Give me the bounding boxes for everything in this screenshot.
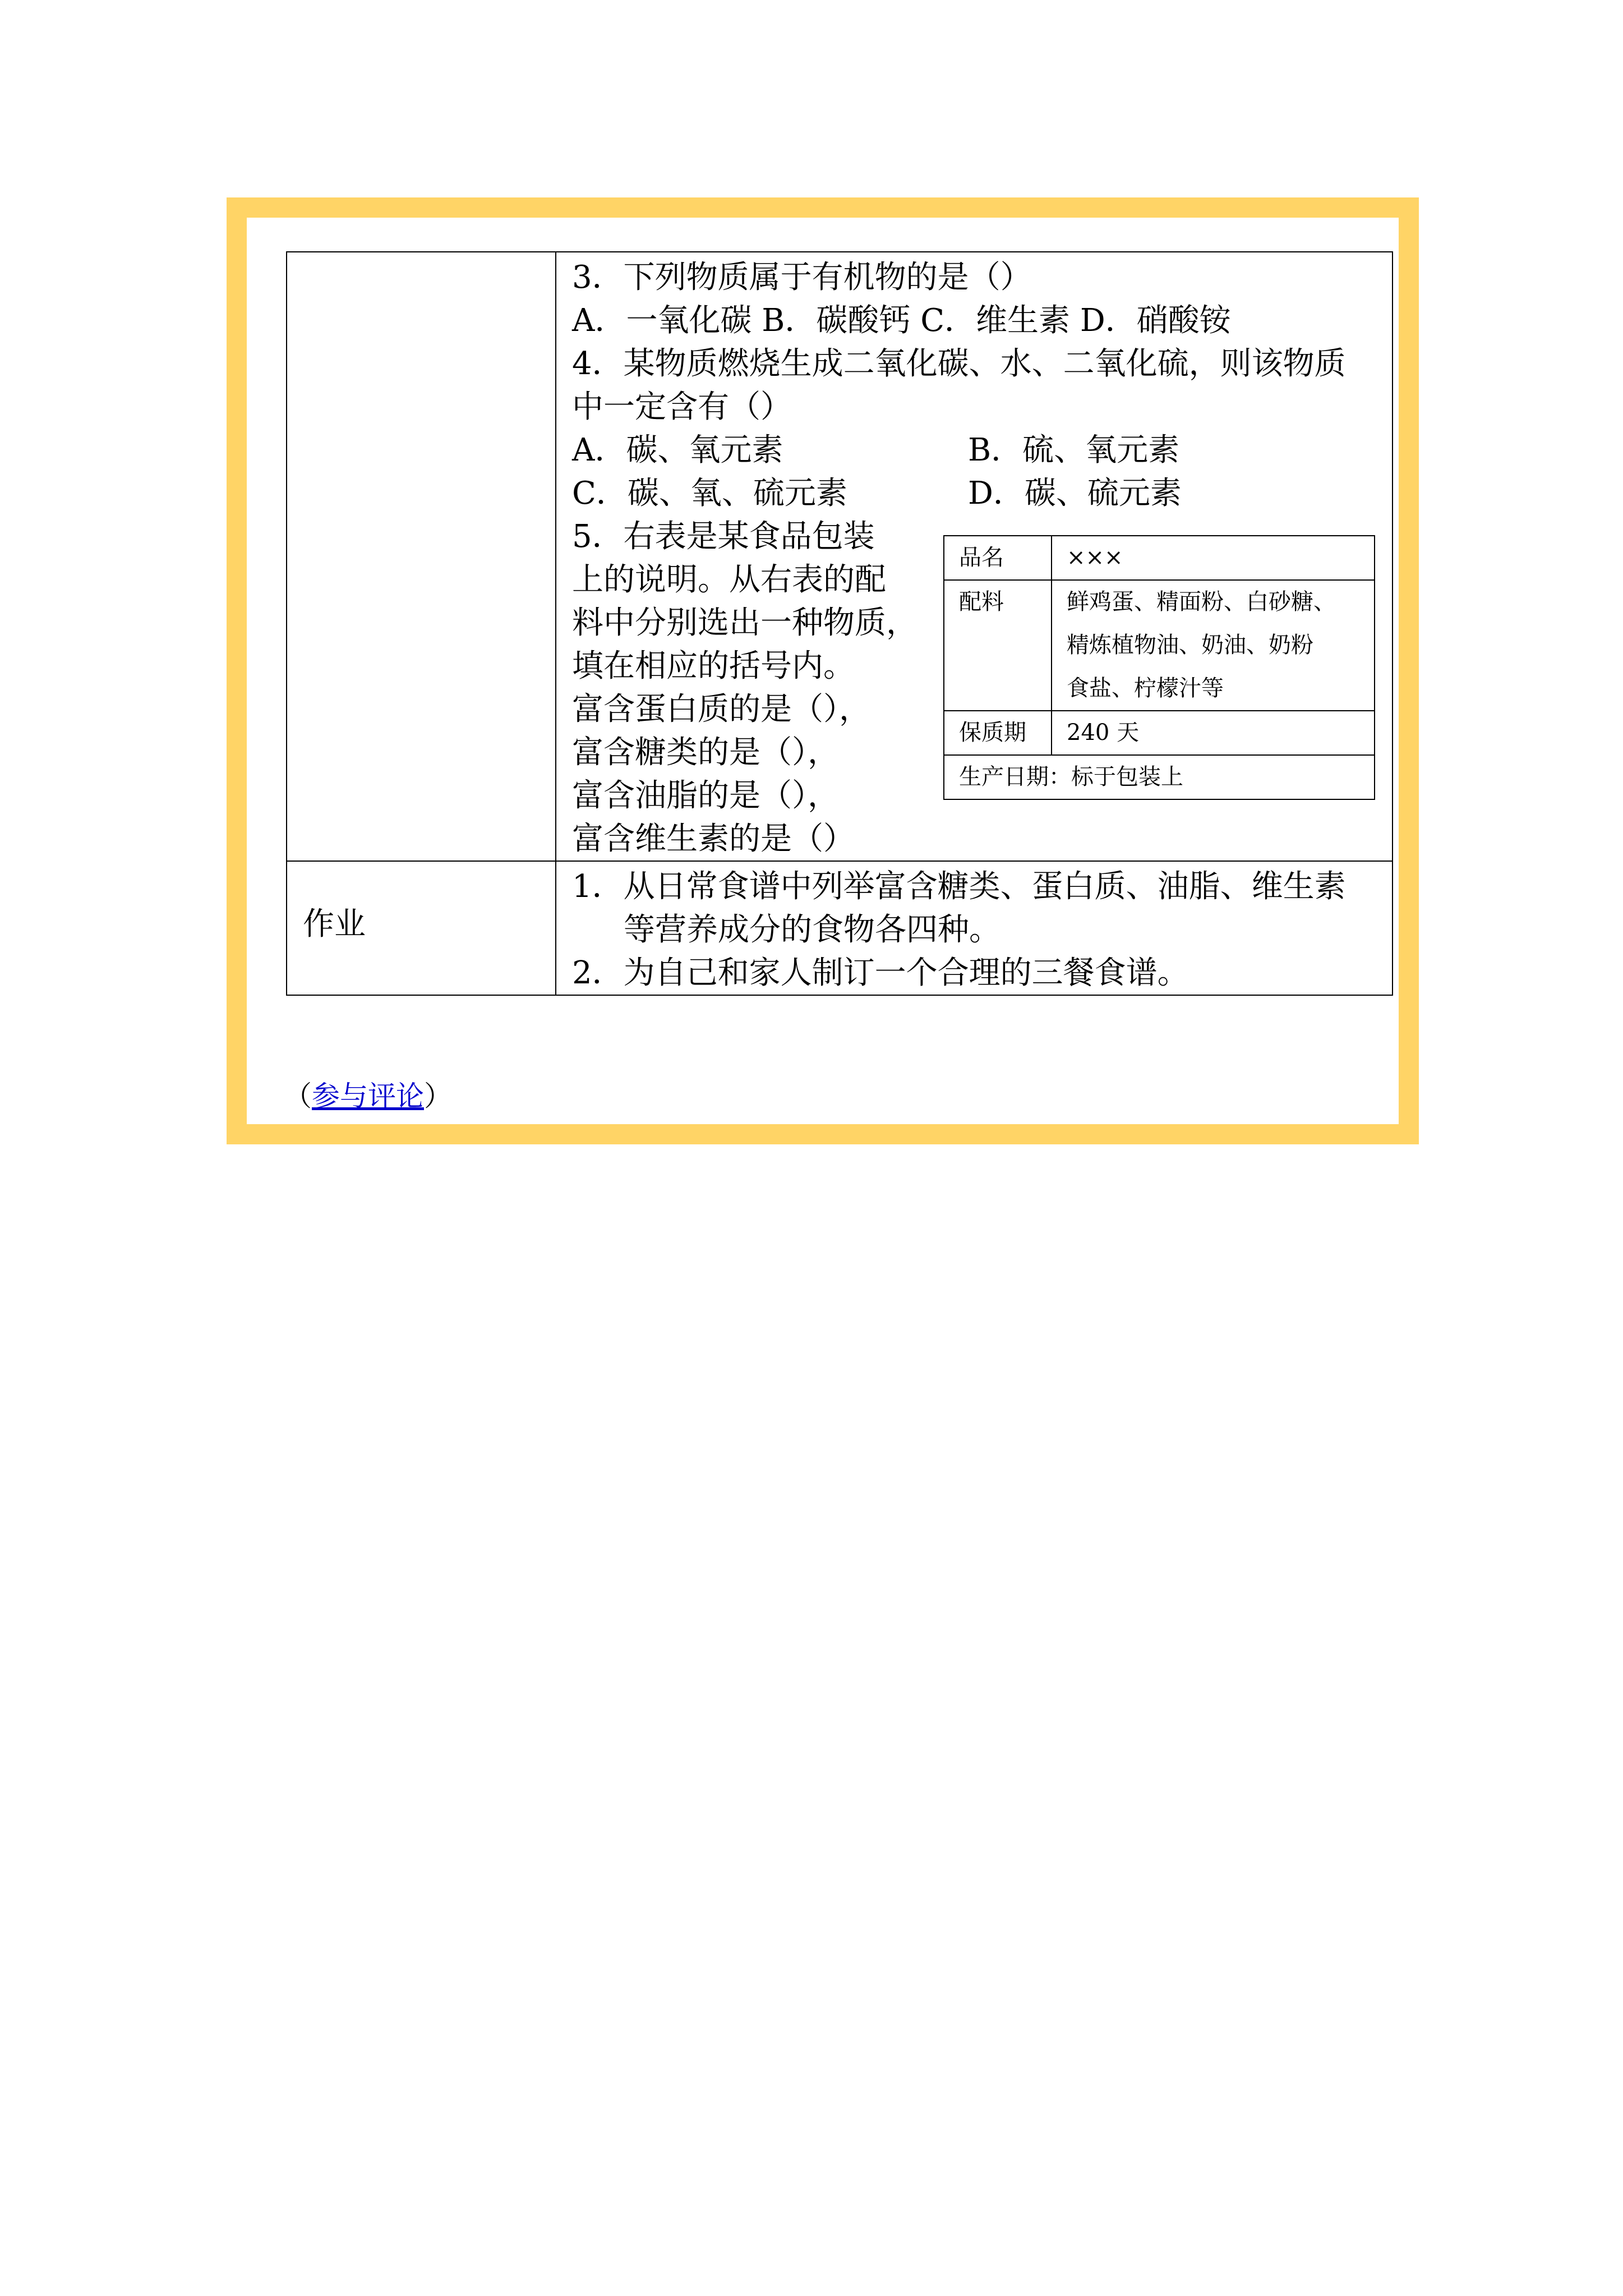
q5-line: 富含维生素的是（） [572,821,855,857]
food-ingredients-value [1052,580,1375,711]
comment-link[interactable]: 参与评论 [312,1080,424,1112]
q3-stem: 3．下列物质属于有机物的是（） [572,259,1032,296]
homework-label-cell [287,861,556,995]
food-name-row [944,536,1375,580]
q4-stem-line1: 4．某物质燃烧生成二氧化碳、水、二氧化硫，则该物质 [572,346,1346,382]
q5-line: 富含糖类的是（）， [572,734,839,771]
q4-option-c: C．碳、氧、硫元素 [572,475,847,512]
homework-row [287,861,1393,995]
comment-open-paren: （ [284,1080,312,1112]
q3-options: A．一氧化碳 B．碳酸钙 C．维生素 D．硝酸铵 [572,302,1231,339]
page-frame [227,197,1419,1144]
food-ingredients-row [944,580,1375,711]
q4-option-b: B．硫、氧元素 [968,432,1180,468]
ingredients-line: 精炼植物油、奶油、奶粉 [1067,632,1313,658]
q5-line: 上的说明。从右表的配 [572,562,886,598]
food-shelf-key: 保质期 [944,711,1052,755]
comment-area [284,1079,452,1113]
homework-content-cell [556,861,1393,995]
content-area [247,218,1399,1124]
q5-line: 填在相应的括号内。 [572,648,855,684]
q4-options-row-2 [572,472,1377,515]
homework-item-1-line2: 等营养成分的食物各四种。 [624,912,1000,948]
homework-label: 作业 [303,906,366,942]
food-date-row [944,755,1375,799]
food-shelf-row [944,711,1375,755]
ingredients-line: 鲜鸡蛋、精面粉、白砂糖、 [1067,589,1336,615]
homework-item-1-line1: 1．从日常食谱中列举富含糖类、蛋白质、油脂、维生素 [572,868,1346,905]
lesson-table [286,251,1393,996]
ingredients-line: 食盐、柠檬汁等 [1067,675,1224,701]
q4-option-a: A．碳、氧元素 [572,432,783,468]
q4-option-d: D．碳、硫元素 [968,475,1182,512]
food-shelf-value: 240 天 [1052,711,1375,755]
q4-options-row-1 [572,429,1377,472]
q5-area [572,515,1377,861]
exercise-row [287,252,1393,861]
q4-stem-line2: 中一定含有（） [572,389,792,425]
food-ingredients-key: 配料 [944,580,1052,711]
food-date-text: 生产日期：标于包装上 [944,755,1375,799]
exercise-label-cell [287,252,556,861]
food-label-table [943,535,1375,800]
q5-line: 富含蛋白质的是（）， [572,691,870,728]
exercise-content-cell [556,252,1393,861]
homework-item-2: 2．为自己和家人制订一个合理的三餐食谱。 [572,955,1189,991]
comment-close-paren: ） [424,1080,452,1112]
q5-line: 富含油脂的是（）， [572,777,839,814]
food-name-key: 品名 [944,536,1052,580]
food-name-value: ××× [1052,536,1375,580]
q5-line: 5．右表是某食品包装 [572,518,875,555]
q5-line: 料中分别选出一种物质， [572,605,917,641]
